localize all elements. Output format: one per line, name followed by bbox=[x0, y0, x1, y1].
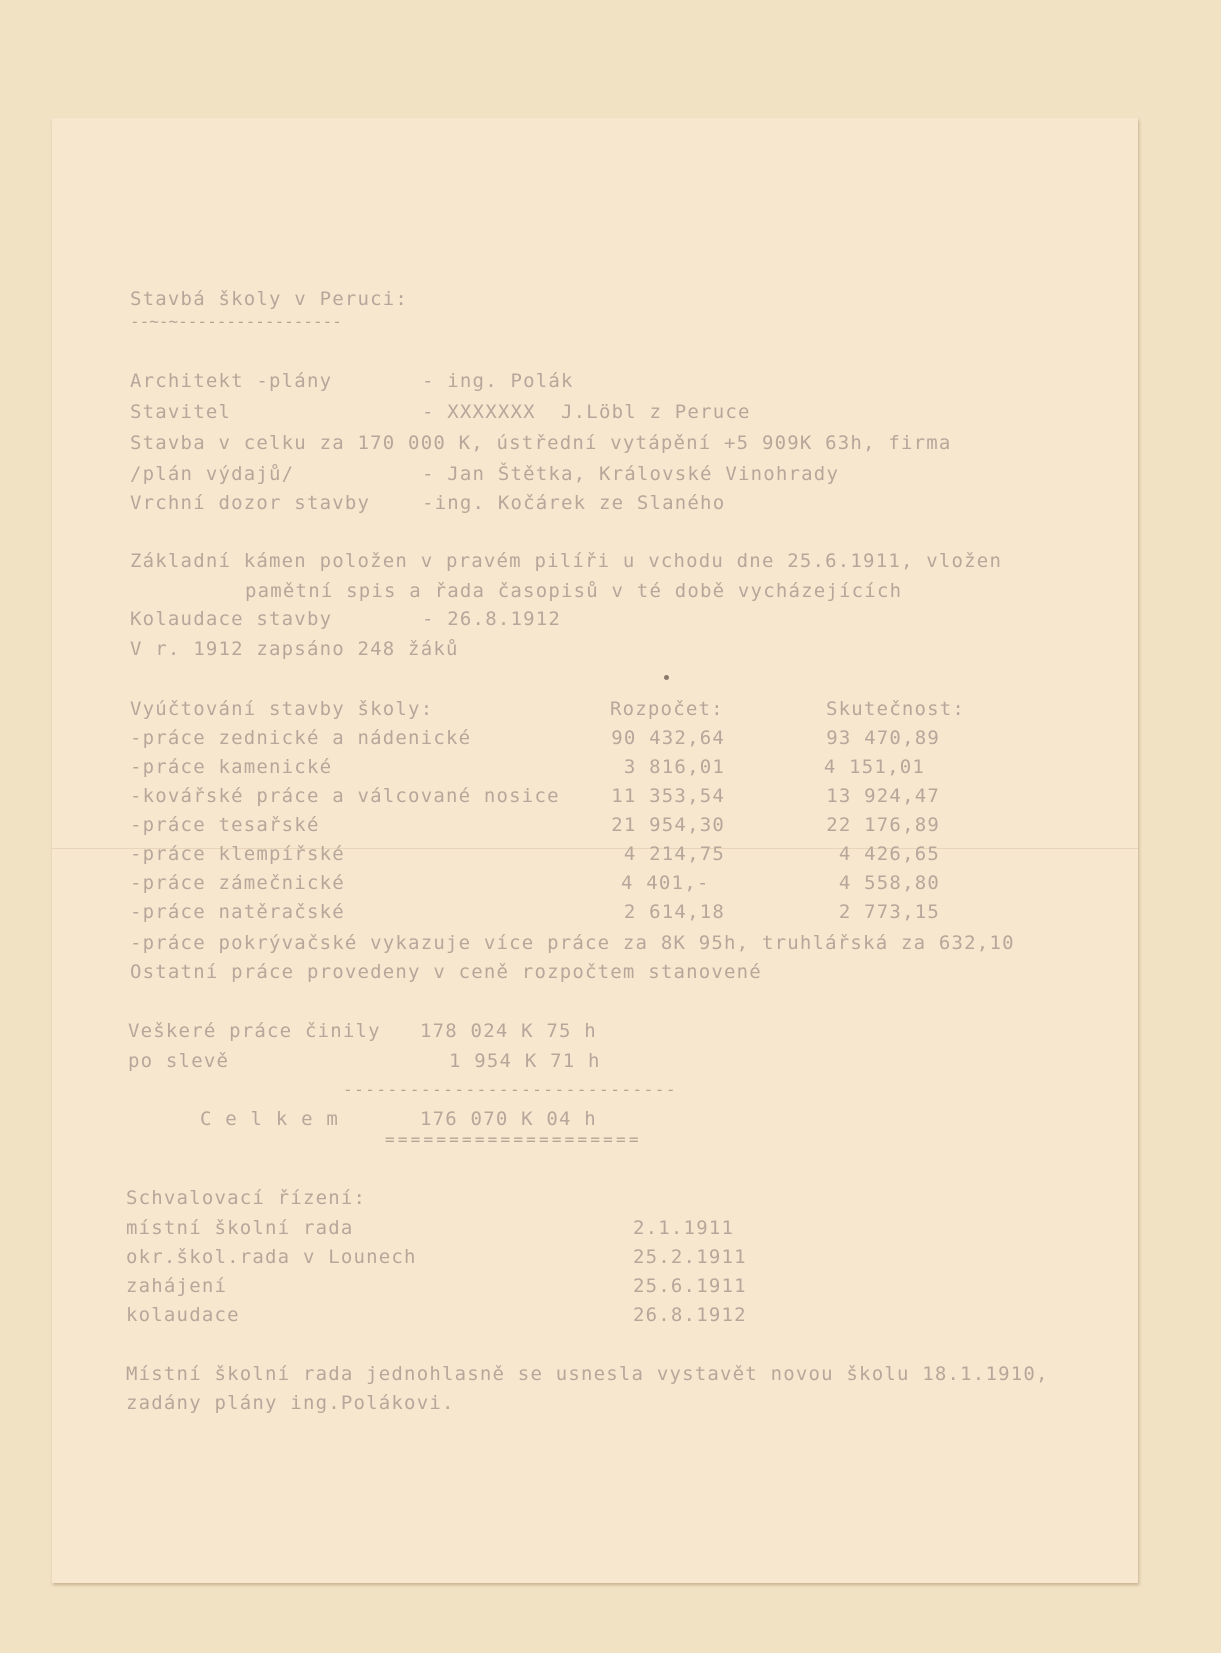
budget-value: 4 214,75 bbox=[623, 843, 725, 865]
approval-date: 2.1.1911 bbox=[633, 1217, 735, 1239]
staff-value: - ing. Polák bbox=[422, 370, 574, 392]
actual-value: 22 176,89 bbox=[826, 814, 940, 836]
account-heading: Vyúčtování stavby školy: bbox=[130, 698, 434, 720]
account-item: -kovářské práce a válcované nosice bbox=[130, 785, 560, 807]
approval-label: kolaudace bbox=[126, 1304, 240, 1326]
discount-label: po slevě bbox=[128, 1050, 230, 1072]
foundation-line: pamětní spis a řada časopisů v té době vycházejících bbox=[245, 580, 903, 602]
account-item: -práce natěračské bbox=[130, 901, 345, 923]
total-label: C e l k e m bbox=[200, 1108, 340, 1130]
staff-label: Architekt -plány bbox=[130, 370, 333, 392]
actual-value: 2 773,15 bbox=[838, 901, 940, 923]
budget-value: 11 353,54 bbox=[611, 785, 725, 807]
budget-value: 3 816,01 bbox=[623, 756, 725, 778]
budget-value: 90 432,64 bbox=[611, 727, 725, 749]
ink-dot bbox=[664, 675, 669, 680]
account-note: Ostatní práce provedeny v ceně rozpočtem stanovené bbox=[130, 961, 762, 983]
sum-rule: ------------------------------ bbox=[343, 1080, 677, 1099]
actual-value: 93 470,89 bbox=[826, 727, 940, 749]
account-item: -práce tesařské bbox=[130, 814, 320, 836]
foundation-line: Základní kámen položen v pravém pilíři u vchodu dne 25.6.1911, vložen bbox=[130, 550, 1003, 572]
approval-label: místní školní rada bbox=[126, 1217, 354, 1239]
all-works-value: 178 024 K 75 h bbox=[420, 1020, 597, 1042]
budget-column-header: Rozpočet: bbox=[610, 698, 724, 720]
actual-value: 4 558,80 bbox=[838, 872, 940, 894]
staff-value: - Jan Štětka, Královské Vinohrady bbox=[422, 463, 840, 485]
staff-label: Stavba v celku za 170 000 K, ústřední vytápění +5 909K 63h, firma bbox=[130, 432, 952, 454]
account-note: -práce pokrývačské vykazuje více práce za 8K 95h, truhlářská za 632,10 bbox=[130, 932, 1015, 954]
staff-value: - XXXXXXX J.Löbl z Peruce bbox=[422, 401, 751, 423]
enrolled-note: V r. 1912 zapsáno 248 žáků bbox=[130, 638, 459, 660]
kolaudace-value: - 26.8.1912 bbox=[422, 608, 562, 630]
account-item: -práce zámečnické bbox=[130, 872, 345, 894]
kolaudace-label: Kolaudace stavby bbox=[130, 608, 333, 630]
document-title: Stavbá školy v Peruci: bbox=[130, 288, 409, 310]
staff-label: /plán výdajů/ bbox=[130, 463, 295, 485]
total-value: 176 070 K 04 h bbox=[420, 1108, 597, 1130]
budget-value: 21 954,30 bbox=[611, 814, 725, 836]
actual-column-header: Skutečnost: bbox=[826, 698, 966, 720]
actual-value: 4 426,65 bbox=[838, 843, 940, 865]
closing-line: Místní školní rada jednohlasně se usnesla vystavět novou školu 18.1.1910, bbox=[126, 1363, 1049, 1385]
budget-value: 2 614,18 bbox=[623, 901, 725, 923]
staff-value: -ing. Kočárek ze Slaného bbox=[422, 492, 726, 514]
approval-date: 25.6.1911 bbox=[633, 1275, 747, 1297]
all-works-label: Veškeré práce činily bbox=[128, 1020, 381, 1042]
staff-label: Vrchní dozor stavby bbox=[130, 492, 371, 514]
closing-line: zadány plány ing.Polákovi. bbox=[126, 1392, 455, 1414]
account-item: -práce klempířské bbox=[130, 843, 345, 865]
account-item: -práce zednické a nádenické bbox=[130, 727, 472, 749]
approval-date: 25.2.1911 bbox=[633, 1246, 747, 1268]
approval-label: okr.škol.rada v Lounech bbox=[126, 1246, 417, 1268]
approval-date: 26.8.1912 bbox=[633, 1304, 747, 1326]
approval-heading: Schvalovací řízení: bbox=[126, 1187, 367, 1209]
discount-value: 1 954 K 71 h bbox=[449, 1050, 601, 1072]
actual-value: 13 924,47 bbox=[826, 785, 940, 807]
total-double-rule: ==================== bbox=[385, 1130, 642, 1149]
account-item: -práce kamenické bbox=[130, 756, 333, 778]
title-underline: --~-~----------------- bbox=[130, 312, 342, 331]
approval-label: zahájení bbox=[126, 1275, 228, 1297]
staff-label: Stavitel bbox=[130, 401, 232, 423]
actual-value: 4 151,01 bbox=[823, 756, 925, 778]
budget-value: 4 401,- bbox=[621, 872, 710, 894]
